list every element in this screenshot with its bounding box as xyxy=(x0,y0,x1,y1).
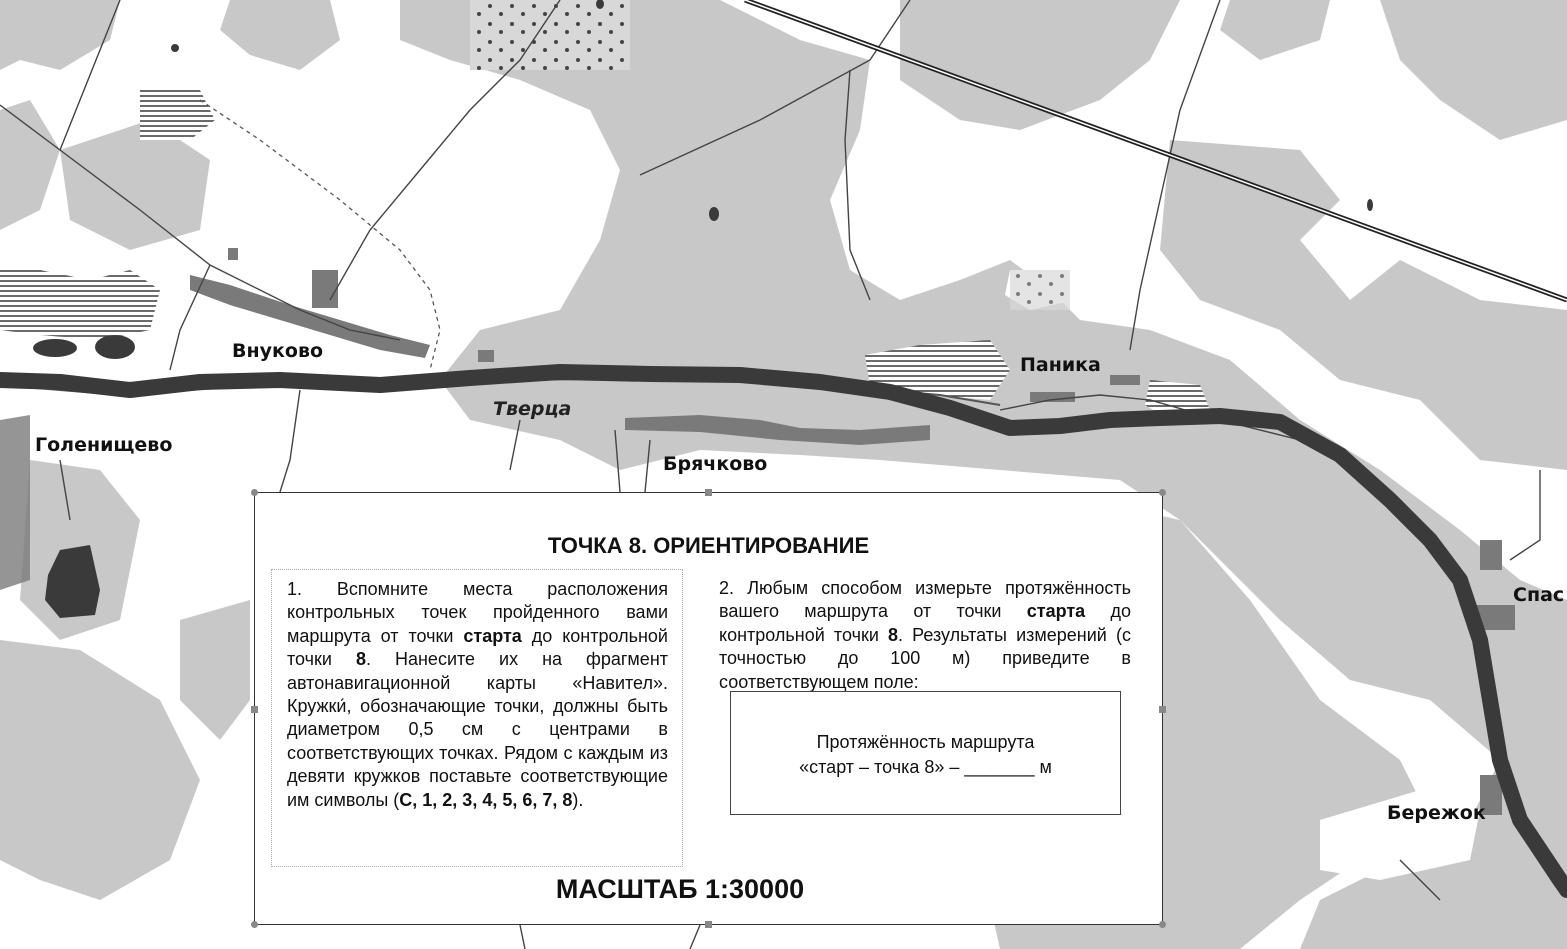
orchard-area xyxy=(470,0,630,70)
task-2-textbox xyxy=(709,569,1141,694)
task-2-text: 2. Любым способом измерьте протяжённость вашего маршрута от точки старта до контрольной точки 8. Результаты измерений (с точностью до 100 м) приведите в соответствующем поле: xyxy=(719,578,1132,692)
map-scale: МАСШТАБ 1:30000 xyxy=(555,874,805,904)
resize-handle-right[interactable] xyxy=(1159,706,1166,713)
resize-handle-bottom-left[interactable] xyxy=(251,921,258,928)
label-spas: Спас xyxy=(1513,584,1565,606)
label-bryachkovo: Брячково xyxy=(663,453,768,475)
label-golenishchevo: Голенищево xyxy=(35,434,173,456)
card-title: ТОЧКА 8. ОРИЕНТИРОВАНИЕ xyxy=(547,533,870,558)
task-1-textbox[interactable] xyxy=(271,569,683,867)
label-vnukovo: Внуково xyxy=(232,340,324,362)
answer-field[interactable] xyxy=(730,691,1121,815)
answer-line-2: «старт – точка 8» – _______ м xyxy=(799,757,1052,777)
answer-line-1: Протяжённость маршрута xyxy=(816,732,1035,752)
label-berezhok: Бережок xyxy=(1387,802,1486,824)
resize-handle-bottom-right[interactable] xyxy=(1159,921,1166,928)
resize-handle-top-left[interactable] xyxy=(251,489,258,496)
label-river-tvertsa: Тверца xyxy=(493,398,572,420)
task-1-text: 1. Вспомните места расположения контрольных точек пройденного вами маршрута от точки старта до контрольной точки 8. Нанесите их на фрагмент автонавигационной карты «Навител». Кружки́, обозначающие точки, должны быть диаметром 0,5 см с центрами в соответствующих точках. Рядом с каждым из девяти кружков поставьте соответствующие им символы (С, 1, 2, 3, 4, 5, 6, 7, 8). xyxy=(287,579,669,810)
resize-handle-top-right[interactable] xyxy=(1159,489,1166,496)
task-card[interactable] xyxy=(254,492,1163,925)
resize-handle-bottom[interactable] xyxy=(705,921,712,928)
resize-handle-top[interactable] xyxy=(705,489,712,496)
resize-handle-left[interactable] xyxy=(251,706,258,713)
label-panika: Паника xyxy=(1020,354,1101,376)
